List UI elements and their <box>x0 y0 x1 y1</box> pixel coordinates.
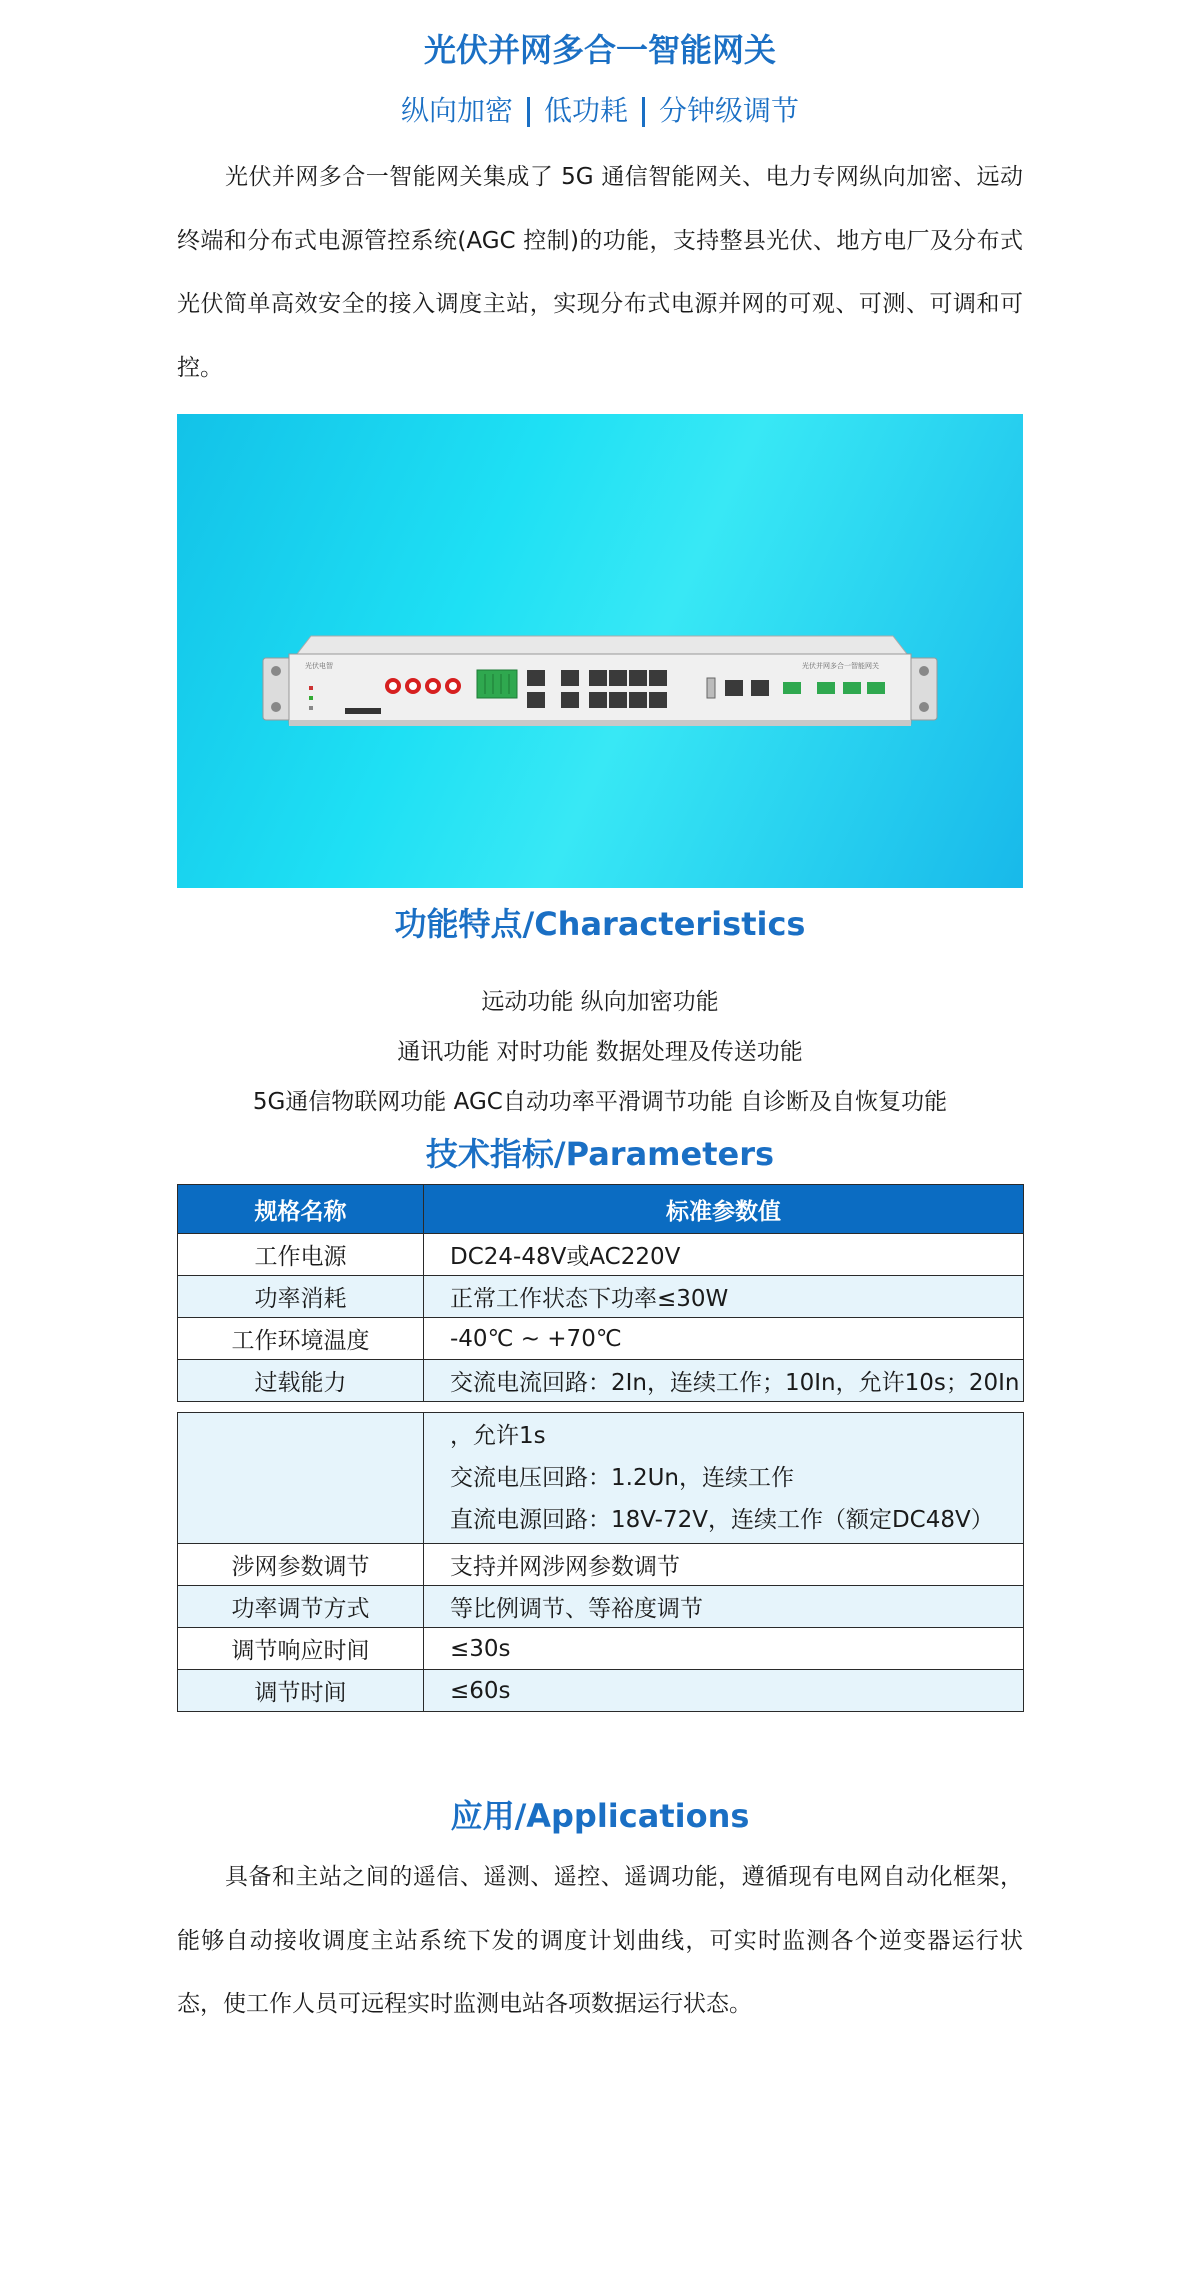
param-name: 工作环境温度 <box>178 1318 424 1360</box>
parameters-heading: 技术指标/Parameters <box>425 1135 775 1173</box>
usb-port <box>707 678 715 698</box>
param-value: -40℃ ~ +70℃ <box>424 1318 1024 1360</box>
parameters-table-part-2 <box>177 1412 1024 1712</box>
intro-paragraph: 光伏并网多合一智能网关集成了 5G 通信智能网关、电力专网纵向加密、远动终端和分布式电源管控系统(AGC 控制)的功能，支持整县光伏、地方电厂及分布式光伏简单高效安全的接入调度主站，实现分布式电源并网的可观、可测、可调和可控。 <box>177 164 1023 381</box>
page-title: 光伏并网多合一智能网关 <box>423 31 776 69</box>
param-name: 调节响应时间 <box>178 1628 424 1670</box>
characteristics-heading: 功能特点/Characteristics <box>394 905 806 943</box>
table-row-continued <box>178 1413 1024 1544</box>
param-value: DC24-48V或AC220V <box>424 1234 1024 1276</box>
param-name: 过载能力 <box>178 1360 424 1402</box>
param-name: 调节时间 <box>178 1670 424 1712</box>
param-value: 等比例调节、等裕度调节 <box>424 1586 1024 1628</box>
table-row <box>178 1360 1024 1402</box>
param-value: ≤60s <box>424 1670 1024 1712</box>
characteristics-line-3: 5G通信物联网功能 AGC自动功率平滑调节功能 自诊断及自恢复功能 <box>252 1089 948 1115</box>
subtitle-minute-regulation: 分钟级调节 <box>659 94 800 127</box>
param-value: 正常工作状态下功率≤30W <box>424 1276 1024 1318</box>
table-row <box>178 1586 1024 1628</box>
table-header-row <box>178 1185 1024 1234</box>
device-name-label: 光伏并网多合一智能网关 <box>802 662 879 670</box>
subtitle-divider <box>642 97 645 127</box>
subtitle-encryption: 纵向加密 <box>400 94 513 127</box>
table-row <box>178 1544 1024 1586</box>
param-name: 功率调节方式 <box>178 1586 424 1628</box>
applications-paragraph: 具备和主站之间的遥信、遥测、遥控、遥调功能，遵循现有电网自动化框架，能够自动接收调度主站系统下发的调度计划曲线，可实时监测各个逆变器运行状态，使工作人员可远程实时监测电站各项数据运行状态。 <box>177 1864 1023 2017</box>
table-header-name: 规格名称 <box>178 1185 424 1234</box>
characteristics-line-1: 远动功能 纵向加密功能 <box>481 989 719 1015</box>
table-row <box>178 1276 1024 1318</box>
subtitle-divider <box>527 97 530 127</box>
page-subtitle <box>177 88 1023 134</box>
terminal-block <box>477 670 517 698</box>
param-name: 功率消耗 <box>178 1276 424 1318</box>
param-name-empty <box>178 1413 424 1544</box>
continued-line-2: 交流电压回路：1.2Un，连续工作 <box>450 1465 794 1491</box>
param-value: 支持并网涉网参数调节 <box>424 1544 1024 1586</box>
param-value: 交流电流回路：2In，连续工作；10In，允许10s；20In <box>424 1360 1024 1402</box>
table-row <box>178 1234 1024 1276</box>
continued-line-3: 直流电源回路：18V-72V，连续工作（额定DC48V） <box>450 1507 994 1533</box>
characteristics-line-2: 通讯功能 对时功能 数据处理及传送功能 <box>397 1039 803 1065</box>
param-value: ≤30s <box>424 1628 1024 1670</box>
device-brand-label: 光伏电智 <box>305 662 333 670</box>
table-row <box>178 1628 1024 1670</box>
param-name: 工作电源 <box>178 1234 424 1276</box>
applications-heading: 应用/Applications <box>450 1797 750 1835</box>
gateway-device-illustration <box>177 414 1023 888</box>
subtitle-low-power: 低功耗 <box>543 94 628 127</box>
param-value-continued <box>424 1413 1024 1544</box>
continued-line-1: ，允许1s <box>450 1423 546 1449</box>
product-image <box>177 414 1023 888</box>
param-name: 涉网参数调节 <box>178 1544 424 1586</box>
table-row <box>178 1670 1024 1712</box>
table-header-value: 标准参数值 <box>424 1185 1024 1234</box>
parameters-table-part-1 <box>177 1184 1024 1402</box>
table-row <box>178 1318 1024 1360</box>
